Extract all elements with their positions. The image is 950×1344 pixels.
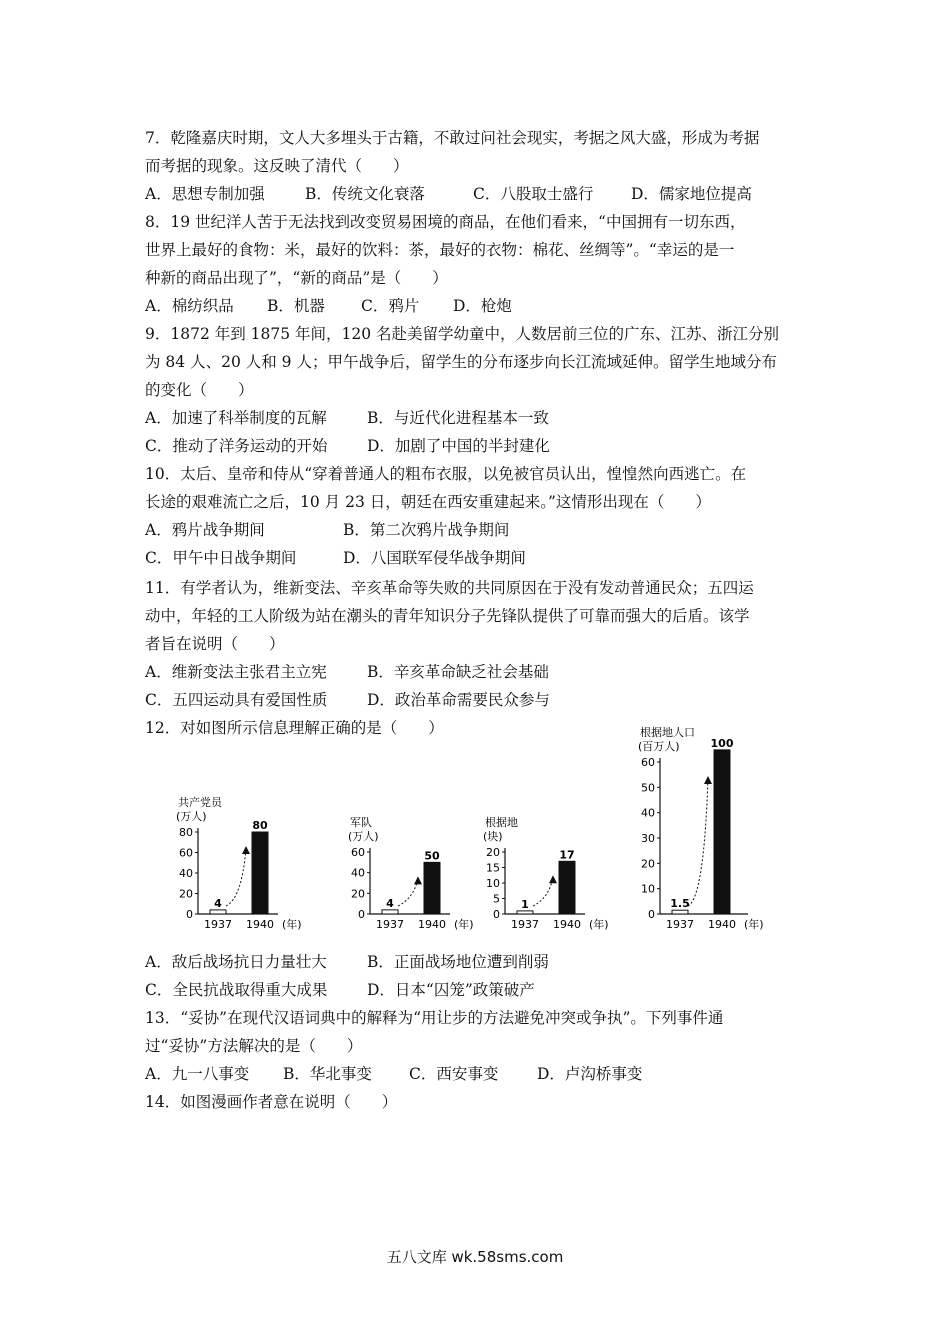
chart3-value-label: 1 <box>521 897 529 911</box>
chart2-ytick-label: 60 <box>351 846 365 859</box>
chart3-x-label: 1937 <box>511 918 539 931</box>
chart2-title: 军队 <box>350 816 372 829</box>
chart1-x-label: 1940 <box>246 918 274 931</box>
q9-option-b: B．与近代化进程基本一致 <box>367 409 549 427</box>
q14-stem-line1: 14．如图漫画作者意在说明（ ） <box>145 1093 398 1111</box>
chart4-ytick-label: 30 <box>641 832 655 845</box>
q8-stem-line1: 8．19 世纪洋人苦于无法找到改变贸易困境的商品，在他们看来，“中国拥有一切东西， <box>145 213 746 231</box>
chart4-ytick-label: 50 <box>641 781 655 795</box>
q7-option-a: A．思想专制加强 <box>145 185 265 203</box>
chart4-ylabel: (百万人) <box>638 740 680 753</box>
q10-options-row1 <box>145 520 509 540</box>
q9-options-row2 <box>145 436 550 456</box>
q11-option-d: D．政治革命需要民众参与 <box>367 691 550 709</box>
chart2-ytick-label: 40 <box>351 866 365 880</box>
q10-options-row2 <box>145 548 526 568</box>
q8-option-c: C．鸦片 <box>361 297 420 315</box>
q13-stem-line2: 过“妥协”方法解决的是（ ） <box>145 1037 363 1055</box>
q7-stem-line1: 7．乾隆嘉庆时期，文人大多埋头于古籍，不敢过问社会现实，考据之风大盛，形成为考据 <box>145 129 760 147</box>
chart4-bar-1940 <box>714 750 730 914</box>
chart4-x-unit: (年) <box>744 918 764 931</box>
q11-stem-line1: 11．有学者认为，维新变法、辛亥革命等失败的共同原因在于没有发动普通民众；五四运 <box>145 579 754 597</box>
chart3-x-unit: (年) <box>589 918 609 931</box>
q8-stem-line3: 种新的商品出现了”，“新的商品”是（ ） <box>145 269 448 287</box>
chart2-ylabel: (万人) <box>348 830 379 843</box>
chart1-ytick-label: 80 <box>179 826 193 839</box>
chart3-ytick-label: 15 <box>486 861 500 875</box>
q7-options <box>145 184 752 204</box>
q9-stem-line2: 为 84 人、20 人和 9 人；甲午战争后，留学生的分布逐步向长江流域延伸。留学生地域分布 <box>145 353 777 371</box>
q12-options-row1 <box>145 952 549 972</box>
chart1-ytick-label: 20 <box>179 887 193 901</box>
chart3-arrowhead <box>549 875 557 883</box>
chart3-x-label: 1940 <box>553 918 581 931</box>
q13-options <box>145 1064 642 1084</box>
chart2-ytick-label: 20 <box>351 887 365 901</box>
q12-option-b: B．正面战场地位遭到削弱 <box>367 953 549 971</box>
chart1-bar-1940 <box>252 832 268 914</box>
chart1-ylabel: (万人) <box>176 810 207 823</box>
chart3-bar-1940 <box>559 861 575 914</box>
q7-option-c: C．八股取士盛行 <box>473 185 594 203</box>
chart1-ytick-label: 0 <box>186 908 193 921</box>
q7-option-b: B．传统文化衰落 <box>305 185 425 203</box>
chart2-x-label: 1940 <box>418 918 446 931</box>
chart4-bar-1937 <box>672 910 688 914</box>
q10-stem-line2: 长途的艰难流亡之后，10 月 23 日，朝廷在西安重建起来。”这情形出现在（ ） <box>145 493 711 511</box>
chart4-arrowhead <box>704 776 712 784</box>
chart2-value-label: 4 <box>386 896 394 910</box>
chart4-title: 根据地人口 <box>640 726 695 739</box>
chart2-value-label: 50 <box>424 849 440 863</box>
q12-options-row2 <box>145 980 535 1000</box>
q10-option-b: B．第二次鸦片战争期间 <box>343 521 510 539</box>
chart1-ytick-label: 60 <box>179 846 193 860</box>
chart2-ytick-label: 0 <box>358 908 365 921</box>
q8-option-d: D．枪炮 <box>453 297 512 315</box>
q13-option-a: A．九一八事变 <box>145 1065 250 1083</box>
chart2-x-unit: (年) <box>454 918 474 931</box>
chart2-bar-1940 <box>424 862 440 914</box>
chart1-ytick-label: 40 <box>179 867 193 880</box>
chart4-ytick-label: 20 <box>641 857 655 871</box>
q11-stem-line3: 者旨在说明（ ） <box>145 635 285 653</box>
chart1-title: 共产党员 <box>178 796 222 809</box>
q8-stem-line2: 世界上最好的食物：米，最好的饮料：茶，最好的衣物：棉花、丝绸等”。“幸运的是一 <box>145 241 735 259</box>
q11-option-c: C．五四运动具有爱国性质 <box>145 691 328 709</box>
chart3-bar-1937 <box>517 911 533 914</box>
q11-option-a: A．维新变法主张君主立宪 <box>145 663 327 681</box>
chart4-growth-arrow <box>688 778 708 906</box>
chart4-ytick-label: 0 <box>648 908 655 921</box>
q9-option-d: D．加剧了中国的半封建化 <box>367 437 550 455</box>
q12-option-d: D．日本“囚笼”政策破产 <box>367 981 535 999</box>
chart1-growth-arrow <box>226 848 246 906</box>
q12-option-c: C．全民抗战取得重大成果 <box>145 981 328 999</box>
chart1-x-unit: (年) <box>282 918 302 931</box>
q8-option-b: B．机器 <box>267 297 325 315</box>
q12-stem-line1: 12．对如图所示信息理解正确的是（ ） <box>145 719 444 737</box>
q8-options <box>145 296 512 316</box>
chart3-ytick-label: 5 <box>493 892 500 906</box>
chart4-value-label: 100 <box>710 736 734 750</box>
q10-stem-line1: 10．太后、皇帝和侍从“穿着普通人的粗布衣服，以免被官员认出，惶惶然向西逃亡。在 <box>145 465 747 483</box>
chart3-ytick-label: 20 <box>486 846 500 859</box>
chart2-bar-1937 <box>382 910 398 914</box>
footer-watermark: 五八文库 wk.58sms.com <box>386 1248 564 1266</box>
q7-option-d: D．儒家地位提高 <box>631 185 752 203</box>
q9-options-row1 <box>145 408 549 428</box>
q9-stem-line3: 的变化（ ） <box>145 381 254 399</box>
chart1-value-label: 80 <box>252 819 268 832</box>
q13-option-d: D．卢沟桥事变 <box>537 1065 643 1083</box>
q11-options-row2 <box>145 690 550 710</box>
q7-stem-line2: 而考据的现象。这反映了清代（ ） <box>145 157 409 175</box>
q11-option-b: B．辛亥革命缺乏社会基础 <box>367 663 549 681</box>
q10-option-d: D．八国联军侵华战争期间 <box>343 549 526 567</box>
chart4-ytick-label: 40 <box>641 806 655 820</box>
chart3-ytick-label: 0 <box>493 908 500 921</box>
q8-option-a: A．棉纺织品 <box>145 297 234 315</box>
q13-option-b: B．华北事变 <box>283 1065 372 1083</box>
q11-options-row1 <box>145 662 549 682</box>
chart3-value-label: 17 <box>559 848 575 862</box>
chart3-ylabel: (块) <box>483 830 503 843</box>
chart4-x-label: 1937 <box>666 918 694 931</box>
chart4-x-label: 1940 <box>708 918 736 931</box>
chart2-x-label: 1937 <box>376 918 404 931</box>
q9-option-a: A．加速了科举制度的瓦解 <box>145 409 327 427</box>
chart4-value-label: 1.5 <box>670 897 690 911</box>
q12-option-a: A．敌后战场抗日力量壮大 <box>145 953 327 971</box>
q10-option-a: A．鸦片战争期间 <box>145 521 265 539</box>
chart4-ytick-label: 60 <box>641 756 655 769</box>
q10-option-c: C．甲午中日战争期间 <box>145 549 297 567</box>
chart1-bar-1937 <box>210 910 226 914</box>
q11-stem-line2: 动中，年轻的工人阶级为站在潮头的青年知识分子先锋队提供了可靠而强大的后盾。该学 <box>145 607 750 625</box>
chart1-x-label: 1937 <box>204 918 232 931</box>
chart1-value-label: 4 <box>214 896 222 910</box>
q13-option-c: C．西安事变 <box>409 1065 499 1083</box>
chart3-ytick-label: 10 <box>486 877 500 890</box>
q13-stem-line1: 13．“妥协”在现代汉语词典中的解释为“用让步的方法避免冲突或争执”。下列事件通 <box>145 1009 724 1027</box>
chart3-title: 根据地 <box>485 816 518 829</box>
chart1-arrowhead <box>242 846 250 854</box>
chart2-arrowhead <box>414 876 422 884</box>
q9-stem-line1: 9．1872 年到 1875 年间，120 名赴美留学幼童中，人数居前三位的广东、江苏、浙江分别 <box>145 325 780 343</box>
chart4-ytick-label: 10 <box>641 882 655 896</box>
q9-option-c: C．推动了洋务运动的开始 <box>145 437 328 455</box>
